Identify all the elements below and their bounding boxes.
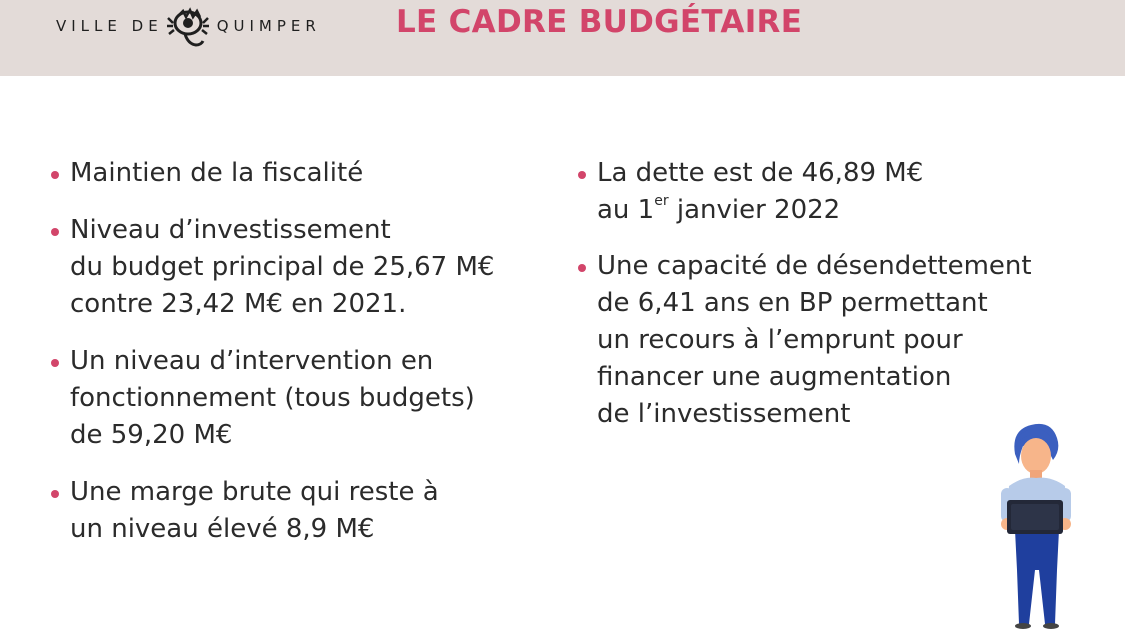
bullet-item-investissement [48,212,548,323]
item-line: de l’investissement [597,399,851,429]
item-line: contre 23,42 M€ en 2021. [70,289,407,319]
city-emblem-icon [165,4,211,48]
item-line: La dette est de 46,89 M€ [597,158,924,188]
item-line: de 59,20 M€ [70,420,233,450]
bullet-item-desendettement [575,248,1115,433]
date-suffix: janvier 2022 [668,195,841,225]
item-line: Maintien de la fiscalité [70,158,364,188]
item-line: Niveau d’investissement [70,215,391,245]
logo-text-right: QUIMPER [216,17,321,35]
bullet-item-intervention [48,343,548,454]
item-line: Un niveau d’intervention en [70,346,434,376]
bullet-item-marge-brute [48,474,548,548]
right-column [575,155,1115,452]
item-line: fonctionnement (tous budgets) [70,383,475,413]
item-line: un niveau élevé 8,9 M€ [70,514,375,544]
item-line: de 6,41 ans en BP permettant [597,288,988,318]
page-title: LE CADRE BUDGÉTAIRE [396,4,803,40]
header-band [0,0,1125,76]
bullet-item-fiscalite [48,155,548,192]
bullet-item-dette [575,155,1115,229]
logo-text-left: VILLE DE [56,17,163,35]
item-line: un recours à l’emprunt pour [597,325,963,355]
item-line: Une capacité de désendettement [597,251,1032,281]
item-line-date [597,192,1115,229]
item-line: financer une augmentation [597,362,952,392]
city-logo [56,4,321,48]
item-line: Une marge brute qui reste à [70,477,439,507]
date-prefix: au 1 [597,195,655,225]
ordinal-suffix: er [654,193,669,209]
person-with-laptop-illustration [985,420,1085,630]
item-line: du budget principal de 25,67 M€ [70,252,495,282]
left-column [48,155,548,568]
